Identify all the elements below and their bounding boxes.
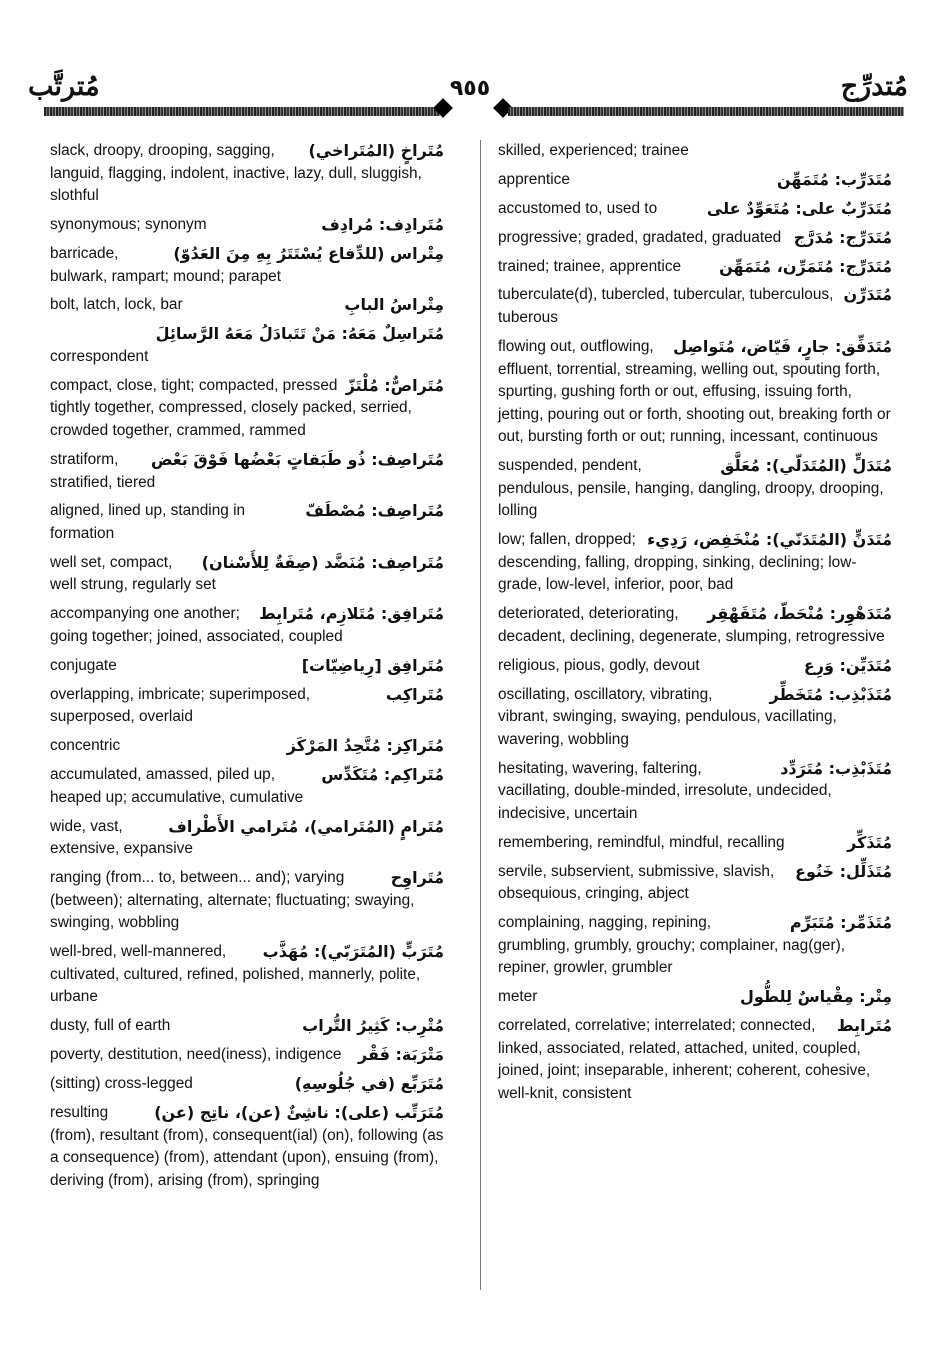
dictionary-entry (498, 758, 892, 826)
arabic-headword: مُتَذَمِّر: مُتَبَرِّم (789, 913, 892, 933)
english-definition: well set, compact, well strung, regularly set (50, 553, 216, 594)
english-definition: flowing out, outflowing, effluent, torrential, streaming, welling out, spouting forth, spurting, gushing forth or out, effusing, issuing forth, jetting, pouring out or forth, shooting out, breaking forth or out, bursting forth or out; running, incessant, continuous (498, 337, 891, 446)
arabic-headword: مُتَرامٍ (المُتَرامي)، مُتَرامي الأَطْراف (168, 816, 444, 836)
arabic-headword: مُتَدَرِّج: مُدَرَّج (793, 227, 892, 247)
english-definition: deteriorated, deteriorating, decadent, declining, degenerate, slumping, retrogressive (498, 605, 885, 645)
english-definition: hesitating, wavering, faltering, vacillating, double-minded, irresolute, undecided, indecisive, uncertain (498, 759, 832, 822)
english-definition: poverty, destitution, need(iness), indigence (50, 1046, 342, 1064)
arabic-headword: مُتَراخٍ (المُتَراخي) (308, 141, 444, 160)
english-definition: meter (498, 988, 538, 1006)
dictionary-entry (50, 867, 444, 935)
english-definition: correspondent (50, 347, 149, 365)
english-definition: tuberculate(d), tubercled, tubercular, tuberculous, tuberous (498, 286, 834, 327)
arabic-headword: مُتَرابِط (836, 1016, 892, 1036)
english-definition: accompanying one another; going together; joined, associated, coupled (50, 605, 343, 645)
dictionary-entry (498, 861, 892, 906)
english-definition: dusty, full of earth (50, 1017, 171, 1035)
arabic-headword: مُتَرَبٍّ (المُتَرَبّي): مُهَذَّب (262, 942, 444, 962)
right-column (498, 140, 892, 1112)
dictionary-entry (50, 764, 444, 809)
arabic-headword: مُتَدَرِّج: مُتَمَرِّن، مُتَمَهِّن (719, 256, 892, 276)
dictionary-entry (498, 603, 892, 648)
arabic-headword: مُتَذَبْذِب: مُتَرَدِّد (780, 758, 892, 778)
arabic-headword: مُتَذَكِّر (847, 832, 892, 852)
arabic-headword: مُتَراصِف: ذُو طَبَقاتٍ بَعْضُها فَوْقَ بَعْض (150, 449, 444, 469)
english-definition: accumulated, amassed, piled up, heaped up; accumulative, cumulative (50, 766, 304, 806)
arabic-headword: مُتَراكِز: مُتَّحِدُ المَرْكَز (286, 736, 444, 756)
column-divider (480, 140, 481, 1290)
dictionary-entry (50, 655, 444, 678)
dictionary-entry (50, 214, 444, 237)
arabic-headword: مُتَرَبِّع (في جُلُوسِهِ) (294, 1074, 444, 1094)
dictionary-entry (50, 243, 444, 288)
header-guide-word-right: مُتدرِّج (840, 71, 908, 102)
arabic-headword: مِتْراس (للدِّفاع يُسْتَتَرُ بِهِ مِنَ العَدُوّ) (173, 243, 444, 263)
dictionary-entry (498, 529, 892, 597)
dictionary-entry (50, 449, 444, 494)
english-definition: ranging (from... to, between... and); varying (between); alternating, alternate; fluctuating; swaying, swinging, wobbling (50, 869, 415, 932)
arabic-headword: مُتَراكِم: مُتَكَدِّس (321, 765, 444, 785)
arabic-headword: مُتْرِب: كَثِيرُ التُّراب (302, 1016, 444, 1036)
dictionary-entry (50, 140, 444, 208)
left-column (50, 140, 444, 1199)
english-definition: stratiform, stratified, tiered (50, 450, 156, 491)
page-number: ٩٥٥ (449, 76, 491, 101)
dictionary-entry (498, 198, 892, 221)
dictionary-entry (498, 655, 892, 678)
english-definition: well-bred, well-mannered, cultivated, cultured, refined, polished, mannerly, polite, urbane (50, 943, 421, 1006)
dictionary-entry (498, 912, 892, 980)
dictionary-entry (50, 684, 444, 729)
header-guide-word-left: مُترتَّب (28, 71, 100, 102)
arabic-headword: مِتْر: مِقْياسٌ لِلطُّول (739, 987, 892, 1007)
dictionary-entry (498, 336, 892, 449)
arabic-headword: مُتَرافِق: مُتَلازِم، مُتَرابِط (259, 604, 444, 624)
dictionary-entry (50, 552, 444, 597)
arabic-headword: مُتَدَرِّب: مُتَمَهِّن (776, 169, 892, 189)
arabic-headword: مُتَدَرِّن (843, 285, 892, 305)
arabic-headword: مُتَراسِلٌ مَعَهُ: مَنْ تَتَبادَلُ مَعَهُ الرَّسائِلَ (155, 324, 444, 344)
header-rule-right (508, 107, 904, 116)
english-definition: slack, droopy, drooping, sagging, languid, flagging, indolent, inactive, lazy, dull, sluggish, slothful (50, 142, 422, 205)
english-definition: accustomed to, used to (498, 199, 658, 217)
dictionary-entry (50, 323, 444, 368)
arabic-headword: مُتَرافِق [رِياضِيّات] (301, 655, 444, 675)
english-definition: oscillating, oscillatory, vibrating, vibrant, swinging, swaying, pendulous, vacillating, wavering, wobbling (498, 685, 837, 748)
arabic-headword: مُتَدَيِّن: وَرِع (803, 655, 892, 675)
english-definition: skilled, experienced; trainee (498, 142, 689, 159)
english-definition: barricade, bulwark, rampart; mound; parapet (50, 244, 281, 285)
english-definition: progressive; graded, gradated, graduated (498, 228, 782, 246)
dictionary-entry (50, 1015, 444, 1038)
dictionary-entry (50, 500, 444, 545)
english-definition: resulting (from), resultant (from), consequent(ial) (on), following (as a consequence) (from), attendant (upon), ensuing (from), deriving (from), arising (from), springing (50, 1103, 444, 1189)
english-definition: overlapping, imbricate; superimposed, superposed, overlaid (50, 685, 311, 726)
english-definition: synonymous; synonym (50, 216, 207, 234)
dictionary-entry (50, 1044, 444, 1067)
arabic-headword: مُتَدَرِّبٌ على: مُتَعَوِّدٌ على (706, 198, 892, 218)
dictionary-entry (498, 256, 892, 279)
dictionary-entry (498, 986, 892, 1009)
dictionary-entry (50, 941, 444, 1009)
dictionary-entry (50, 603, 444, 648)
english-definition: complaining, nagging, repining, grumbling, grumbly, grouchy; complainer, nag(ger), repiner, growler, grumbler (498, 914, 846, 977)
arabic-headword: مُتَراكِب (385, 684, 444, 704)
dictionary-entry (498, 455, 892, 523)
arabic-headword: مُتَراوِح (390, 868, 444, 888)
dictionary-entry (498, 169, 892, 192)
dictionary-entry (498, 227, 892, 250)
english-definition: correlated, correlative; interrelated; connected, linked, associated, related, attached, united, coupled, joined, joint; inseparable, inherent; coherent, cohesive, well-knit, consistent (498, 1017, 871, 1103)
arabic-headword: مُتَرَتِّب (على): ناشِئٌ (عن)، ناتِج (عن) (154, 1102, 444, 1122)
dictionary-entry (498, 284, 892, 329)
english-definition: bolt, latch, lock, bar (50, 296, 183, 314)
arabic-headword: مِتْراسُ البابِ (344, 295, 444, 315)
arabic-headword: مُتَذَبْذِب: مُتَخَطِّر (769, 684, 892, 704)
english-definition: (sitting) cross-legged (50, 1075, 193, 1093)
english-definition: aligned, lined up, standing in formation (50, 502, 246, 542)
arabic-headword: مُتَذَلِّل: خَنُوع (795, 861, 892, 881)
arabic-headword: مُتَدَهْوِر: مُنْحَطّ، مُتَقَهْقِر (707, 604, 892, 624)
english-definition: trained; trainee, apprentice (498, 257, 682, 275)
dictionary-entry (50, 1102, 444, 1192)
english-definition: conjugate (50, 656, 117, 674)
english-definition: apprentice (498, 170, 570, 188)
arabic-headword: مُتَراصِف: مُنَضَّد (صِفَةٌ لِلأَسْنان) (201, 552, 444, 572)
english-definition: wide, vast, extensive, expansive (50, 817, 193, 858)
dictionary-entry (498, 140, 892, 163)
english-definition: servile, subservient, submissive, slavish, obsequious, cringing, abject (498, 862, 775, 903)
arabic-headword: مُتَراصِف: مُصْطَفّ (305, 501, 444, 521)
english-definition: concentric (50, 737, 121, 755)
arabic-headword: مُتَراصٌّ: مُلْتَزّ (345, 375, 444, 395)
arabic-headword: مُتَدَفِّق: جارٍ، فَيّاض، مُتَواصِل (673, 336, 892, 356)
dictionary-entry (50, 375, 444, 443)
english-definition: remembering, remindful, mindful, recalling (498, 833, 785, 851)
english-definition: low; fallen, dropped; descending, falling, dropping, sinking, declining; low-grade, low-level, inferior, poor, bad (498, 531, 857, 594)
dictionary-entry (50, 735, 444, 758)
header-rule-left (44, 107, 440, 116)
dictionary-entry (498, 832, 892, 855)
english-definition: compact, close, tight; compacted, pressed tightly together, compressed, closely packed, serried, crowded together, crammed, rammed (50, 376, 412, 440)
arabic-headword: مُتَرادِف: مُرادِف (321, 215, 444, 235)
dictionary-entry (50, 816, 444, 861)
dictionary-entry (50, 294, 444, 317)
dictionary-entry (50, 1073, 444, 1096)
arabic-headword: مُتَدَلٍّ (المُتَدَلّي): مُعَلَّق (720, 456, 892, 476)
dictionary-entry (498, 1015, 892, 1105)
arabic-headword: مَتْرَبَة: فَقْر (357, 1045, 444, 1065)
english-definition: religious, pious, godly, devout (498, 656, 700, 674)
dictionary-entry (498, 684, 892, 752)
arabic-headword: مُتَدَنٍّ (المُتَدَنّي): مُنْخَفِض، رَدِيء (647, 530, 892, 550)
english-definition: suspended, pendent, pendulous, pensile, hanging, dangling, droopy, drooping, lolling (498, 457, 884, 520)
